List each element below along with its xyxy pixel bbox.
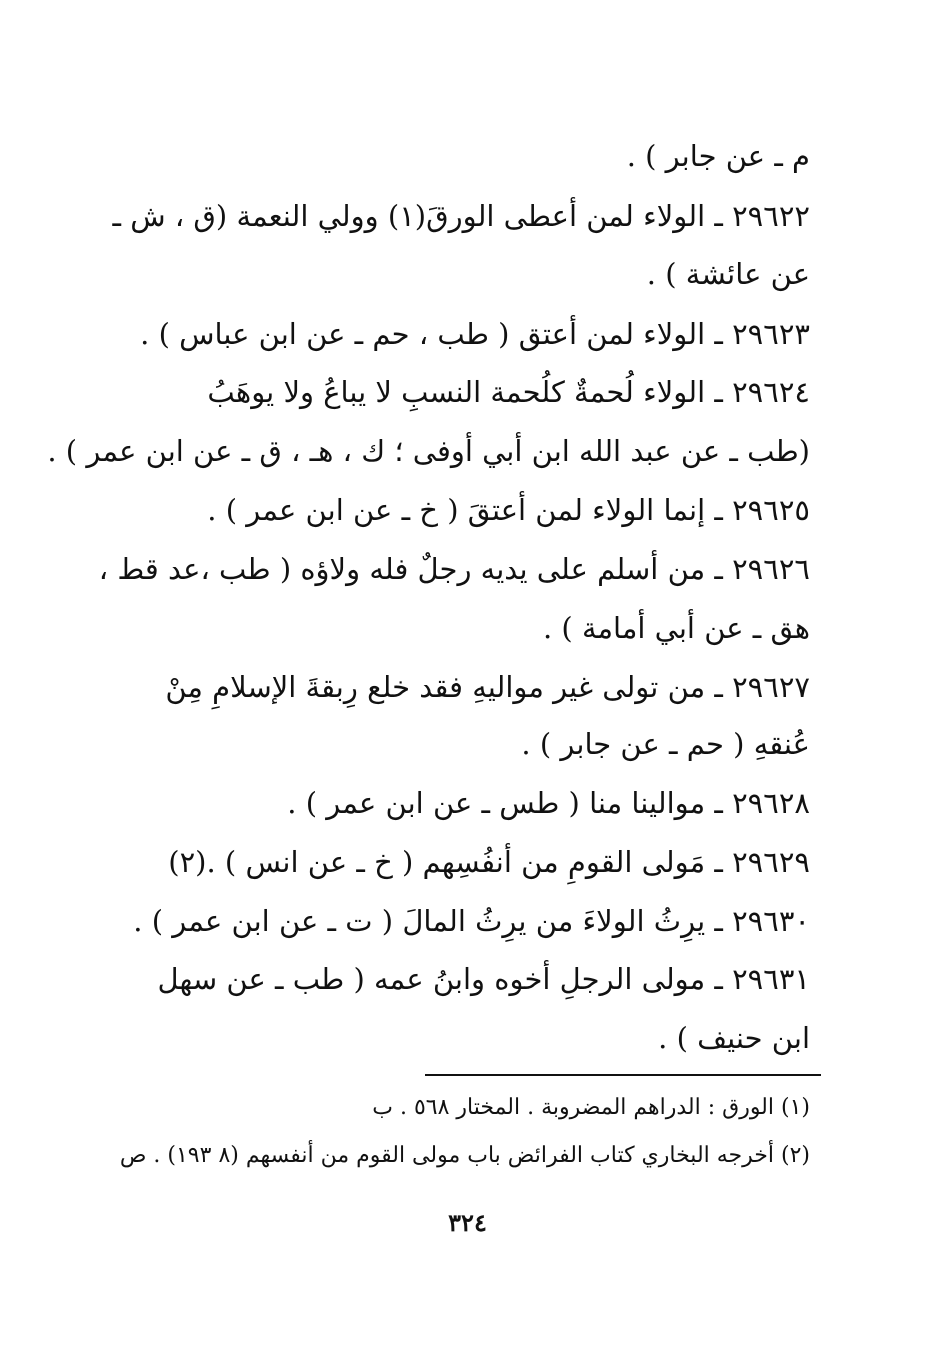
text-line: ابن حنيف ) .: [658, 1021, 810, 1055]
hadith-29626: ٢٩٦٢٦ ـ من أسلم على يديه رجلٌ فله ولاؤه ( طب ،عد قط ،: [98, 552, 810, 586]
page-number: ٣٢٤: [448, 1208, 487, 1237]
hadith-29630: ٢٩٦٣٠ ـ يرِثُ الولاءَ من يرِثُ المالَ ( ت ـ عن ابن عمر ) .: [133, 904, 810, 938]
footnote-divider: [425, 1074, 821, 1076]
text-line: م ـ عن جابر ) .: [626, 139, 810, 173]
hadith-29623: ٢٩٦٢٣ ـ الولاء لمن أعتق ( طب ، حم ـ عن ابن عباس ) .: [140, 317, 810, 351]
hadith-29627: ٢٩٦٢٧ ـ من تولى غير مواليهِ فقد خلع رِبقةَ الإسلامِ مِنْ: [165, 670, 810, 704]
text-line: (طب ـ عن عبد الله ابن أبي أوفى ؛ ك ، هـ ، ق ـ عن ابن عمر ) .: [47, 434, 810, 468]
text-line: عن عائشة ) .: [646, 257, 810, 291]
hadith-29624: ٢٩٦٢٤ ـ الولاء لُحمةٌ كلُحمة النسبِ لا يباعُ ولا يوهَبُ: [207, 375, 810, 409]
hadith-29622: ٢٩٦٢٢ ـ الولاء لمن أعطى الورقَ(١) وولي النعمة (ق ، ش ـ: [112, 199, 810, 233]
hadith-29628: ٢٩٦٢٨ ـ موالينا منا ( طس ـ عن ابن عمر ) .: [287, 786, 810, 820]
text-line: هق ـ عن أبي أمامة ) .: [542, 611, 810, 645]
hadith-29629: ٢٩٦٢٩ ـ مَولى القومِ من أنفُسِهم ( خ ـ عن انس ) .(٢): [168, 845, 810, 879]
footnote-2: (٢) أخرجه البخاري كتاب الفرائض باب مولى القوم من أنفسهم (٨ ١٩٣) . ص: [119, 1143, 810, 1168]
hadith-29631: ٢٩٦٣١ ـ مولى الرجلِ أخوه وابنُ عمه ( طب ـ عن سهل: [157, 962, 810, 996]
text-line: عُنقهِ ( حم ـ عن جابر ) .: [521, 727, 810, 761]
footnote-1: (١) الورق : الدراهم المضروبة . المختار ٥٦٨ . ب: [372, 1095, 810, 1120]
hadith-29625: ٢٩٦٢٥ ـ إنما الولاء لمن أعتقَ ( خ ـ عن ابن عمر ) .: [207, 493, 810, 527]
